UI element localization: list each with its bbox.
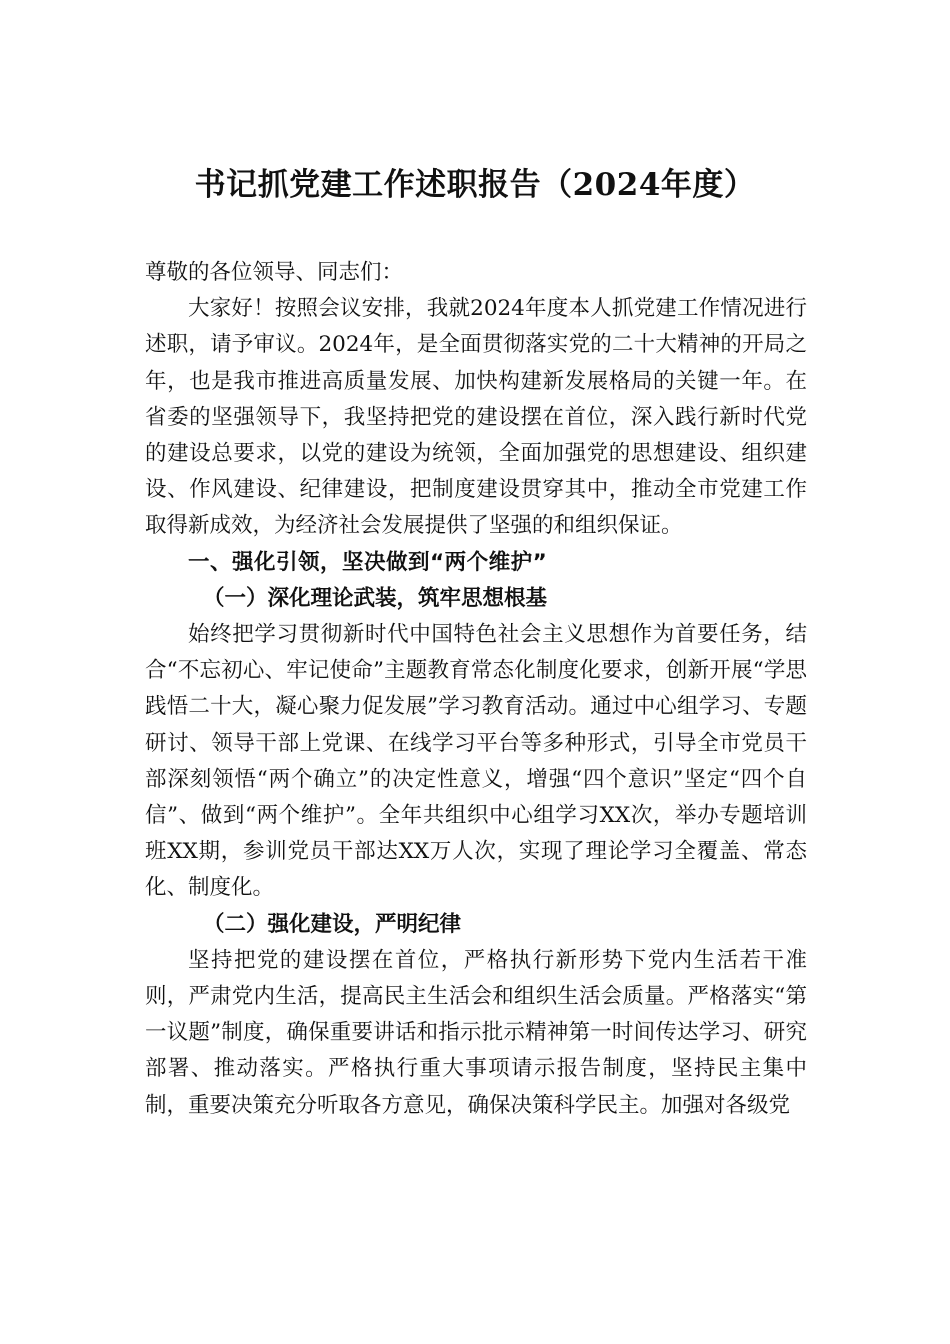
section-heading-1: 一、强化引领，坚决做到“两个维护” [188, 549, 548, 575]
intro-paragraph: 大家好！按照会议安排，我就2024年度本人抓党建工作情况进行述职，请予审议。2024年，是全面贯彻落实党的二十大精神的开局之年，也是我市推进高质量发展、加快构建新发展格局的关键一年。在省委的坚强领导下，我坚持把党的建设摆在首位，深入践行新时代党的建设总要求，以党的建设为统领，全面加强党的思想建设、组织建设、作风建设、纪律建设，把制度建设贯穿其中，推动全市党建工作取得新成效，为经济社会发展提供了坚强的和组织保证。 [145, 296, 807, 539]
subsection-paragraph-1: 始终把学习贯彻新时代中国特色社会主义思想作为首要任务，结合“不忘初心、牢记使命”主题教育常态化制度化要求，创新开展“学思践悟二十大，凝心聚力促发展”学习教育活动。通过中心组学习、专题研讨、领导干部上党课、在线学习平台等多种形式，引导全市党员干部深刻领悟“两个确立”的决定性意义，增强“四个意识”坚定“四个自信”、做到“两个维护”。全年共组织中心组学习XX次，举办专题培训班XX期，参训党员干部达XX万人次，实现了理论学习全覆盖、常态化、制度化。 [145, 622, 807, 901]
document-title: 书记抓党建工作述职报告（2024年度） [194, 167, 756, 203]
subsection-heading-2: （二）强化建设，严明纪律 [203, 911, 462, 937]
salutation: 尊敬的各位领导、同志们： [145, 260, 404, 285]
subsection-heading-1: （一）深化理论武装，筑牢思想根基 [203, 585, 548, 611]
document-body [145, 255, 807, 1124]
subsection-paragraph-2: 坚持把党的建设摆在首位，严格执行新形势下党内生活若干准则，严肃党内生活，提高民主生活会和组织生活会质量。严格落实“第一议题”制度，确保重要讲话和指示批示精神第一时间传达学习、研究部署、推动落实。严格执行重大事项请示报告制度，坚持民主集中制，重要决策充分听取各方意见，确保决策科学民主。加强对各级党 [145, 947, 807, 1118]
